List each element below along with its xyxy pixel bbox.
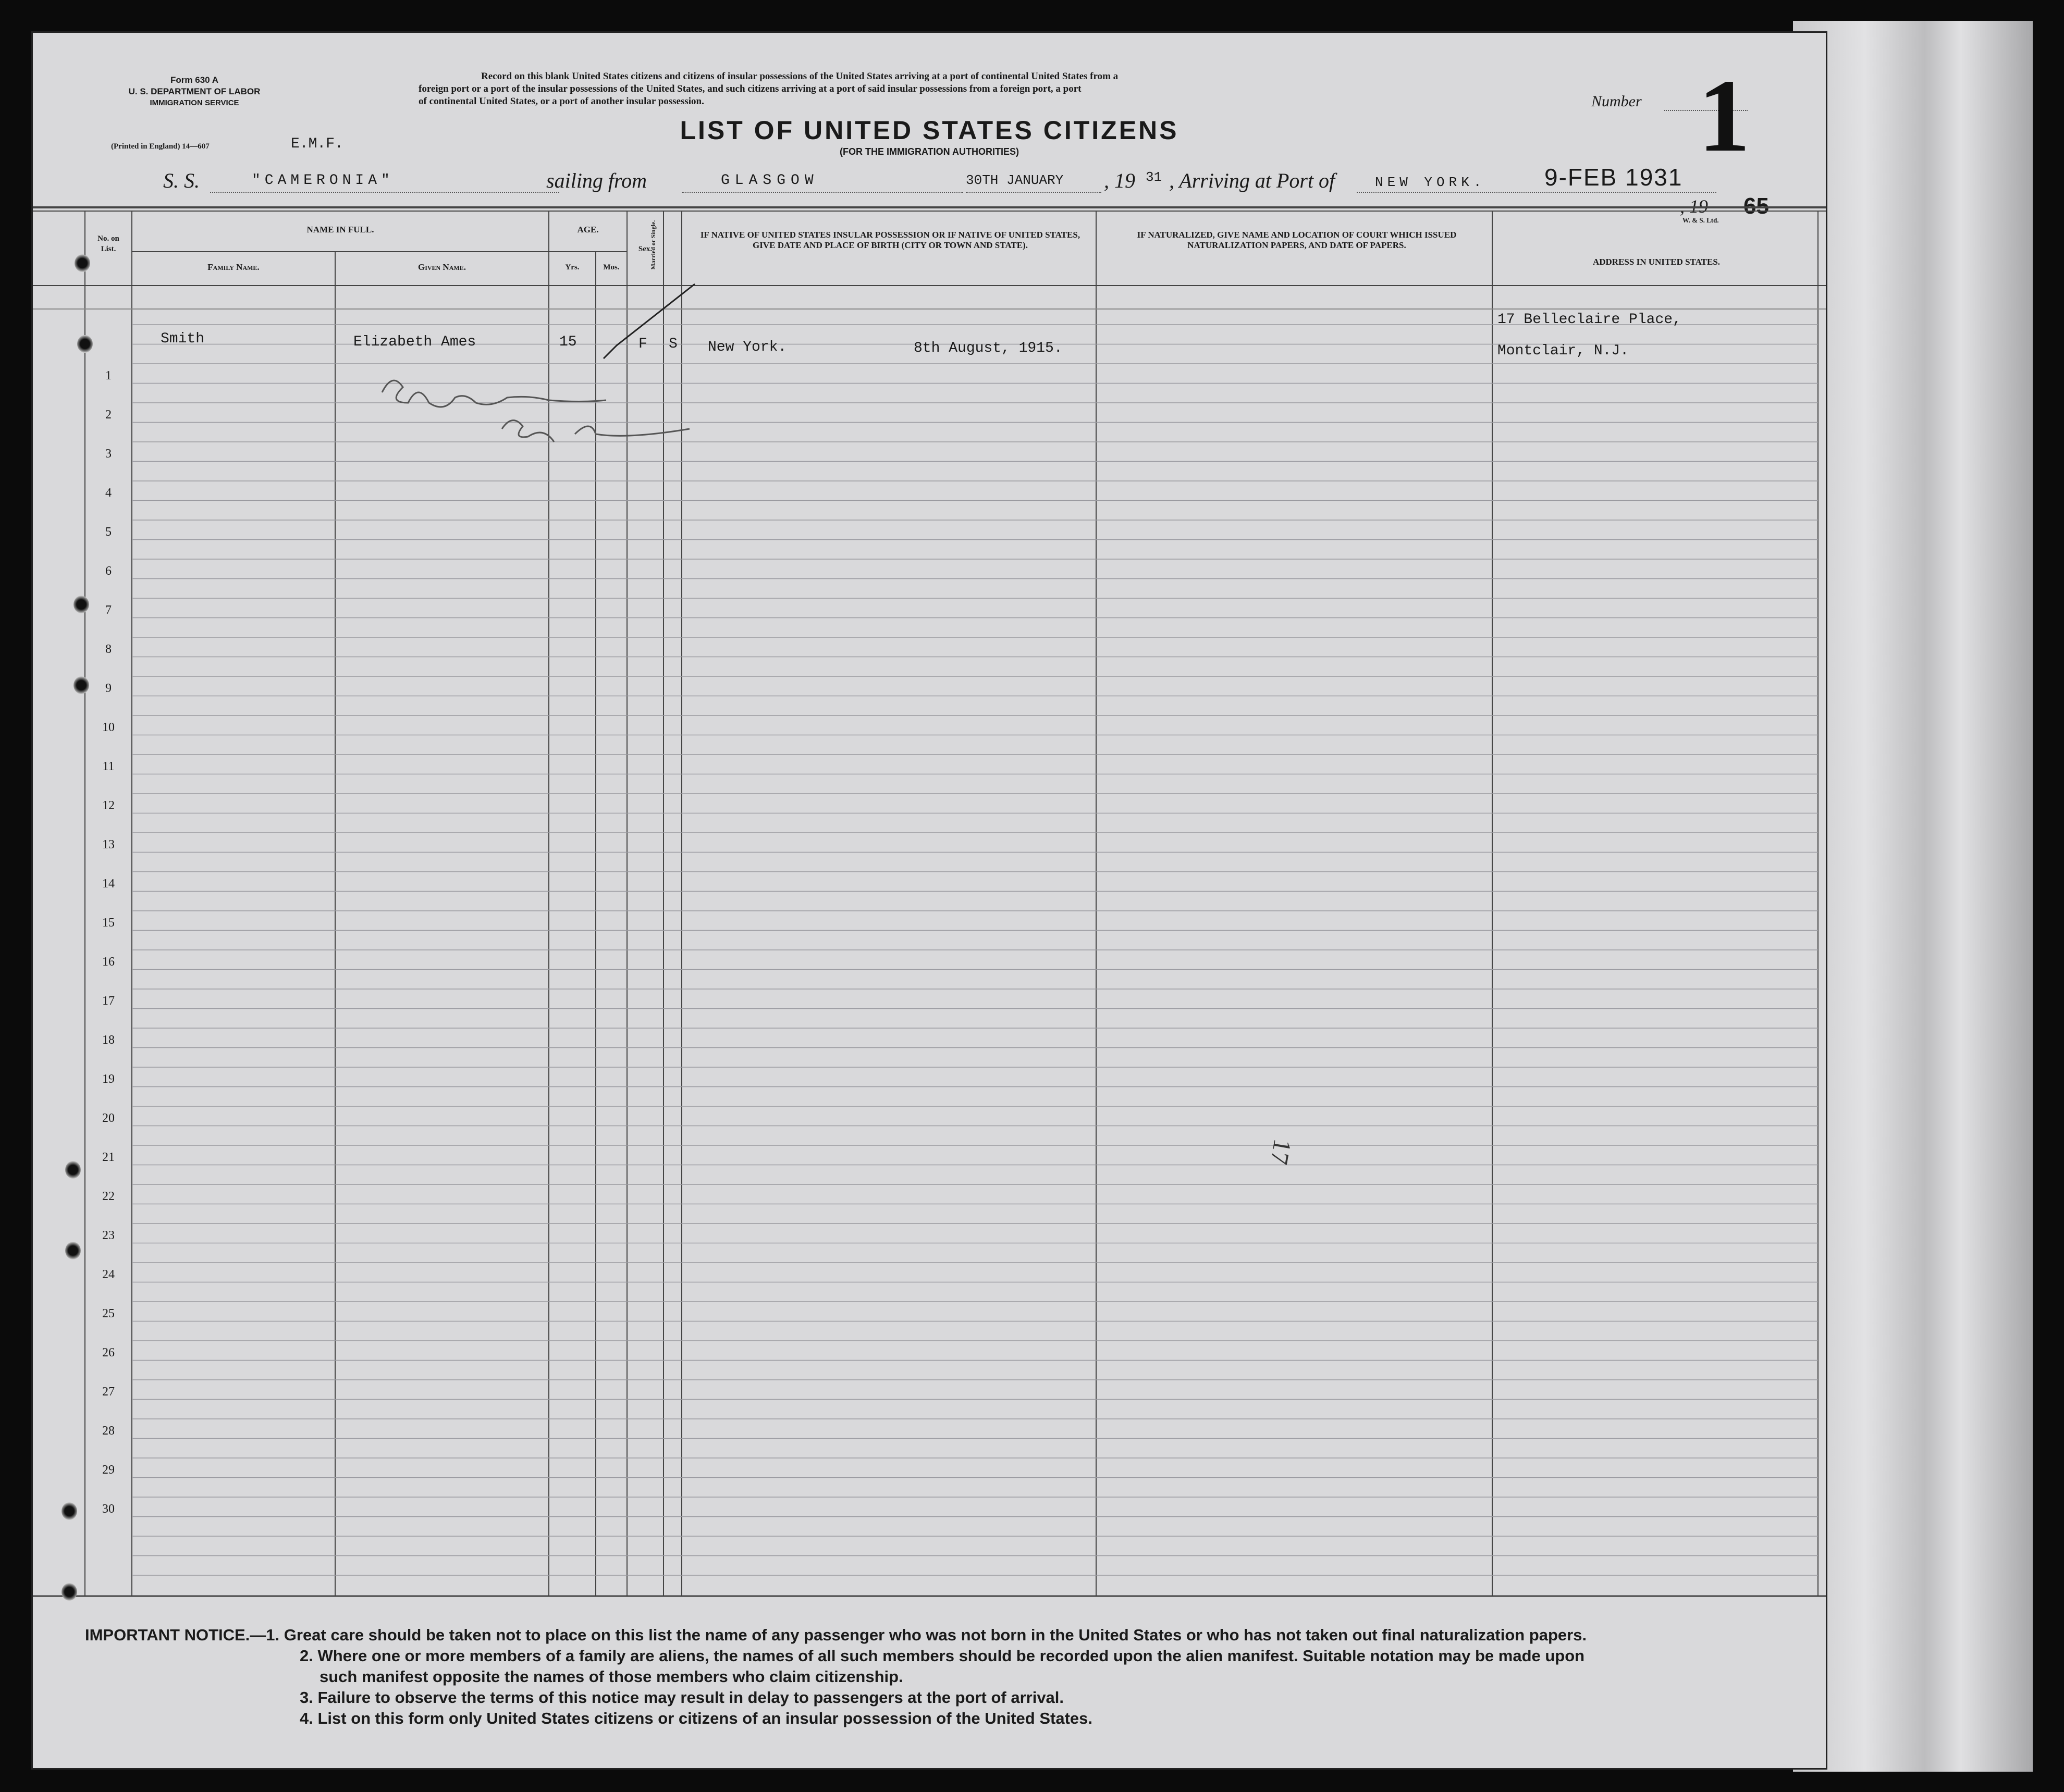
col-naturalized: IF NATURALIZED, GIVE NAME AND LOCATION OF COURT WHICH ISSUED NATURALIZATION PAPERS, AND DATE OF PAPERS. (1137, 230, 1457, 250)
record-line-1: Record on this blank United States citizens and citizens of insular possessions of the United States arriving at a port of continental United States from a (481, 71, 1119, 82)
binding-hole (73, 596, 89, 613)
binding-hole (65, 1161, 81, 1179)
col-sex: Sex. (638, 245, 653, 253)
record-line-2: foreign port or a port of the insular possessions of the United States, and such citizens arriving at a port of said insular possessions from a foreign port, a port (419, 83, 1082, 94)
row-number: 3 (105, 447, 112, 461)
year2-prefix: , 19 (1680, 196, 1708, 217)
entry-family-name: Smith (161, 331, 205, 347)
row-number: 20 (102, 1111, 115, 1125)
binding-hole (73, 676, 89, 694)
row-number: 1 (105, 369, 112, 382)
row-number: 9 (105, 682, 112, 695)
binding-hole (62, 1502, 77, 1520)
year2-suffix: 65 (1743, 193, 1769, 219)
row-number: 15 (102, 916, 115, 930)
sailing-label: sailing from (546, 169, 647, 192)
entry-birth-date: 8th August, 1915. (914, 340, 1063, 356)
binding-hole (62, 1583, 77, 1601)
row-number: 28 (102, 1424, 115, 1438)
col-married: Married or Single. (649, 220, 657, 270)
port-to: NEW YORK. (1375, 175, 1486, 190)
row-number: 22 (102, 1190, 115, 1203)
year-prefix: , 19 (1104, 169, 1135, 192)
notice-item-2a: 2. Where one or more members of a family are aliens, the names of all such members should be recorded upon the alien manifest. Suitable notation may be made upon (300, 1647, 1585, 1665)
arriving-label: , Arriving at Port of (1169, 169, 1335, 192)
row-number: 11 (102, 760, 115, 773)
sail-date: 30TH JANUARY (966, 172, 1064, 188)
important-notice (85, 1625, 1815, 1729)
notice-item-1: 1. Great care should be taken not to place on this list the name of any passenger who was not born in the United States or who has not taken out final naturalization papers. (266, 1626, 1587, 1644)
entry-sex: F (638, 336, 647, 352)
binding-hole (75, 254, 90, 272)
handwritten-check-mark (604, 284, 695, 359)
col-yrs: Yrs. (565, 263, 580, 271)
entry-age-yrs: 15 (559, 334, 577, 350)
department: U. S. DEPARTMENT OF LABOR (128, 86, 261, 96)
col-name-in-full: NAME IN FULL. (306, 225, 374, 234)
row-number: 16 (102, 955, 115, 969)
arrival-stamp: 9-FEB 1931 (1544, 164, 1683, 191)
col-no-on-list: No. on List. (97, 234, 119, 253)
row-number: 25 (102, 1307, 115, 1320)
notice-item-3: 3. Failure to observe the terms of this notice may result in delay to passengers at the port of arrival. (300, 1688, 1064, 1707)
col-mos: Mos. (603, 263, 620, 271)
row-number: 10 (102, 721, 115, 734)
margin-note: 17 (1264, 1137, 1297, 1167)
form-number: Form 630 A (170, 75, 218, 85)
notice-heading: IMPORTANT NOTICE.— (85, 1626, 266, 1644)
row-number: 12 (102, 799, 115, 812)
row-number: 17 (102, 994, 115, 1008)
manifest-sheet (31, 31, 1827, 1770)
row-number: 24 (102, 1268, 115, 1281)
ship-name: "CAMERONIA" (252, 172, 394, 189)
underlying-page-edge (1793, 21, 2033, 1772)
row-number: 30 (102, 1502, 115, 1516)
notice-item-4: 4. List on this form only United States citizens or citizens of an insular possession of the United States. (300, 1709, 1092, 1727)
entry-marital: S (669, 336, 678, 352)
binding-hole (77, 335, 93, 353)
entry-birth-place: New York. (708, 339, 787, 355)
row-number: 2 (105, 408, 112, 422)
col-age: AGE. (577, 225, 599, 234)
manifest-grid (33, 33, 1826, 1768)
row-number: 7 (105, 603, 112, 617)
row-number: 18 (102, 1033, 115, 1047)
row-number: 27 (102, 1385, 115, 1399)
page-title: LIST OF UNITED STATES CITIZENS (680, 116, 1179, 145)
row-number: 29 (102, 1463, 115, 1477)
col-given-name: Given Name. (417, 262, 466, 272)
col-native: IF NATIVE OF UNITED STATES INSULAR POSSESSION OR IF NATIVE OF UNITED STATES, GIVE DATE AND PLACE OF BIRTH (CITY OR TOWN AND STATE). (700, 230, 1080, 250)
notice-item-2b: such manifest opposite the names of those members who claim citizenship. (320, 1667, 903, 1686)
row-number: 23 (102, 1229, 115, 1242)
row-number: 19 (102, 1072, 115, 1086)
page-subtitle: (FOR THE IMMIGRATION AUTHORITIES) (840, 146, 1019, 157)
printer-mark: W. & S. Ltd. (1682, 216, 1719, 224)
ss-label: S. S. (163, 169, 200, 192)
row-number: 21 (102, 1151, 115, 1164)
number-label: Number (1591, 93, 1642, 110)
entry-address-line-1: 17 Belleclaire Place, (1497, 312, 1681, 328)
binding-hole (65, 1242, 81, 1259)
record-line-3: of continental United States, or a port of another insular possession. (419, 96, 704, 107)
row-number: 8 (105, 642, 112, 656)
row-number: 13 (102, 838, 115, 851)
col-family-name: Family Name. (207, 262, 260, 272)
port-from: GLASGOW (721, 172, 819, 189)
number-value: 1 (1698, 58, 1750, 174)
row-number: 26 (102, 1346, 115, 1360)
entry-address-line-2: Montclair, N.J. (1497, 343, 1629, 359)
row-number: 14 (102, 877, 115, 891)
row-number: 4 (105, 486, 112, 500)
initials: E.M.F. (291, 136, 343, 152)
service: IMMIGRATION SERVICE (150, 98, 239, 107)
col-address: ADDRESS IN UNITED STATES. (1592, 257, 1721, 267)
row-number: 6 (105, 564, 112, 578)
entry-given-name: Elizabeth Ames (353, 334, 476, 350)
row-number: 5 (105, 525, 112, 539)
year-suffix: 31 (1146, 169, 1162, 185)
printed-note: (Printed in England) 14—607 (111, 142, 210, 151)
